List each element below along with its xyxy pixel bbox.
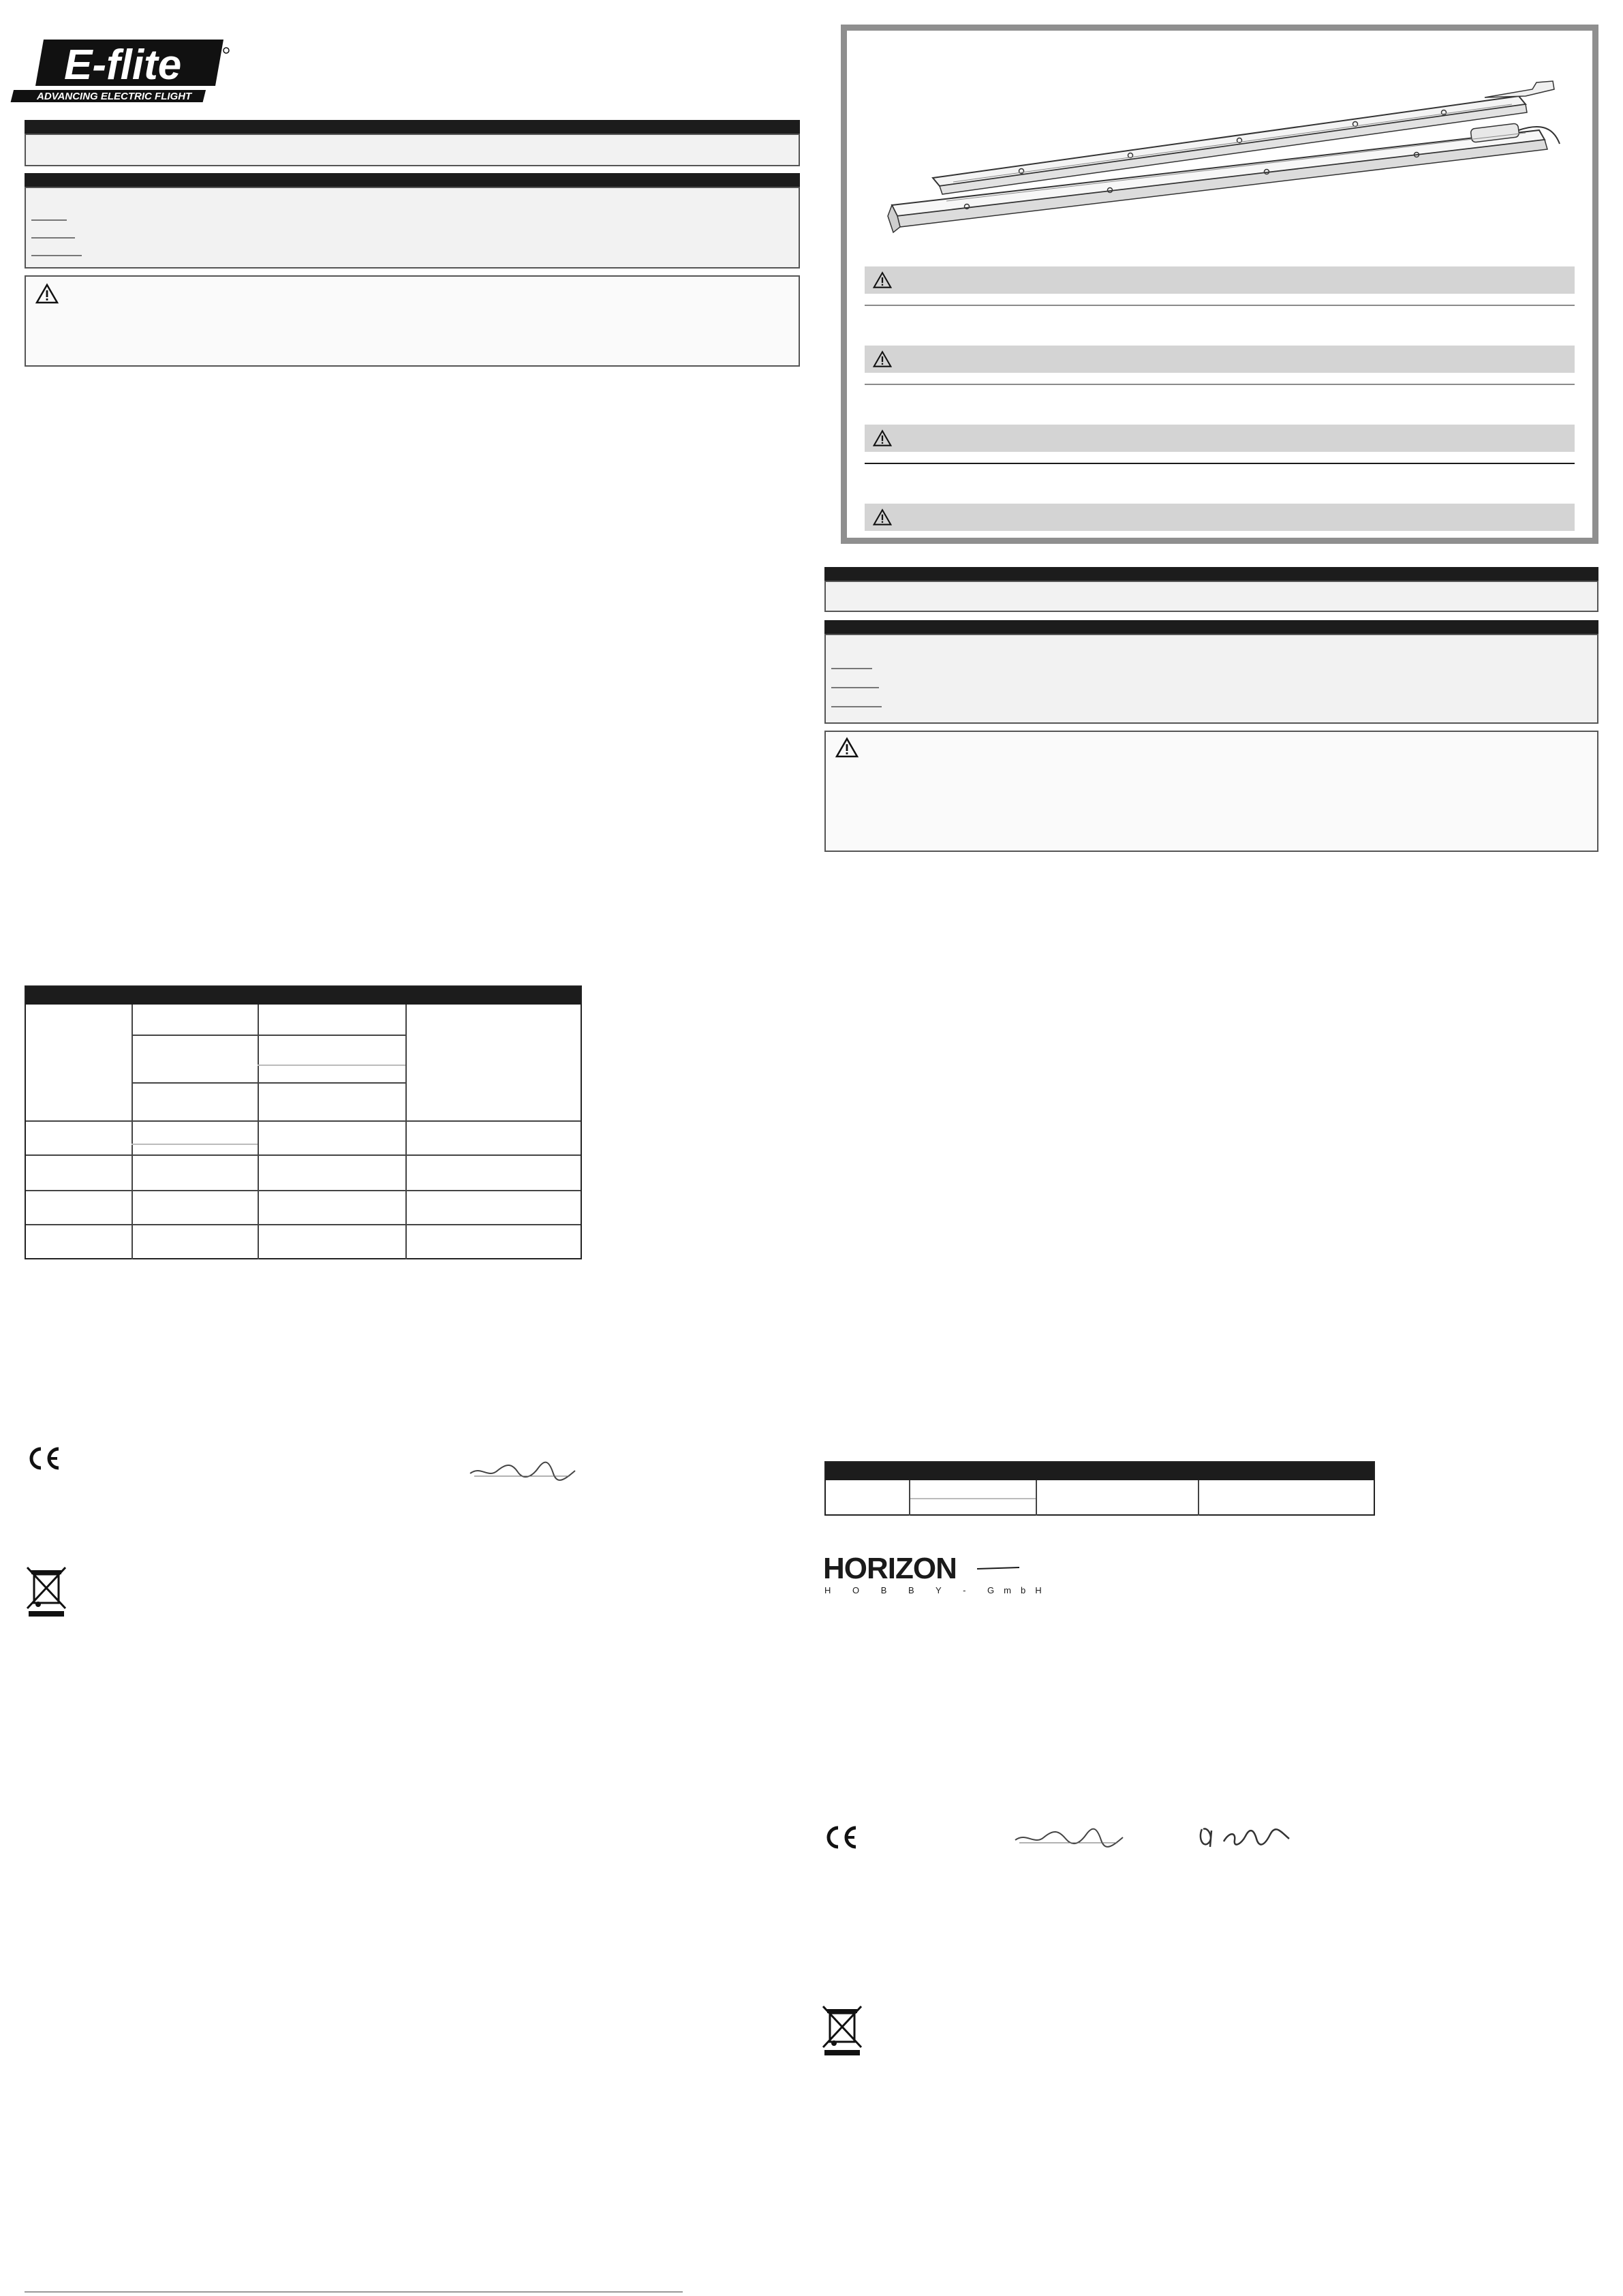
horizon-logo-subtext: H O B B Y - GmbH bbox=[824, 1585, 1051, 1595]
section-header-bar bbox=[824, 620, 1598, 634]
warning-box bbox=[824, 731, 1598, 852]
definitions-box bbox=[824, 634, 1598, 724]
notice-box bbox=[824, 581, 1598, 612]
signature-icon bbox=[467, 1458, 578, 1483]
divider-rule bbox=[865, 305, 1575, 306]
section-header-bar bbox=[25, 173, 800, 187]
term-underline bbox=[31, 237, 75, 239]
warning-band bbox=[865, 504, 1575, 531]
ce-mark-icon bbox=[822, 1824, 860, 1851]
term-underline bbox=[831, 706, 882, 707]
warning-band bbox=[865, 266, 1575, 294]
horizon-hobby-logo bbox=[823, 1551, 1051, 1596]
term-underline bbox=[31, 255, 82, 256]
weee-bin-icon bbox=[25, 1565, 68, 1619]
signature-icon bbox=[1013, 1826, 1126, 1850]
eflite-logo-graphic bbox=[25, 35, 229, 104]
specifications-table bbox=[824, 1461, 1375, 1516]
divider-rule bbox=[865, 463, 1575, 464]
horizon-hobby-logo-graphic bbox=[823, 1551, 1051, 1596]
horizon-logo-text: HORIZON bbox=[823, 1552, 957, 1585]
warning-band bbox=[865, 425, 1575, 452]
warning-triangle-icon bbox=[873, 508, 892, 527]
product-diagram-frame bbox=[841, 25, 1598, 544]
weee-bin-icon bbox=[820, 2004, 864, 2058]
table-header bbox=[826, 1463, 1374, 1480]
warning-triangle-icon bbox=[873, 350, 892, 369]
divider-rule bbox=[865, 384, 1575, 385]
signature-icon bbox=[1196, 1822, 1292, 1852]
ce-mark-icon bbox=[25, 1445, 63, 1472]
warning-triangle-icon bbox=[835, 737, 859, 758]
footer-rule bbox=[25, 2291, 683, 2293]
term-underline bbox=[831, 687, 879, 688]
warning-triangle-icon bbox=[873, 429, 892, 448]
definitions-box bbox=[25, 187, 800, 269]
section-header-bar bbox=[25, 120, 800, 134]
notice-box bbox=[25, 134, 800, 166]
warning-box bbox=[25, 275, 800, 367]
warning-band bbox=[865, 346, 1575, 373]
warning-triangle-icon bbox=[35, 284, 59, 304]
rail-assembly-illustration bbox=[885, 55, 1566, 239]
warning-triangle-icon bbox=[873, 271, 892, 290]
table-header bbox=[26, 987, 581, 1005]
term-underline bbox=[31, 219, 67, 221]
eflite-logo-text: E-flite bbox=[64, 42, 182, 89]
eflite-tagline: ADVANCING ELECTRIC FLIGHT bbox=[37, 91, 192, 102]
term-underline bbox=[831, 668, 872, 669]
specifications-table bbox=[25, 985, 582, 1259]
section-header-bar bbox=[824, 567, 1598, 581]
eflite-logo bbox=[25, 35, 229, 104]
